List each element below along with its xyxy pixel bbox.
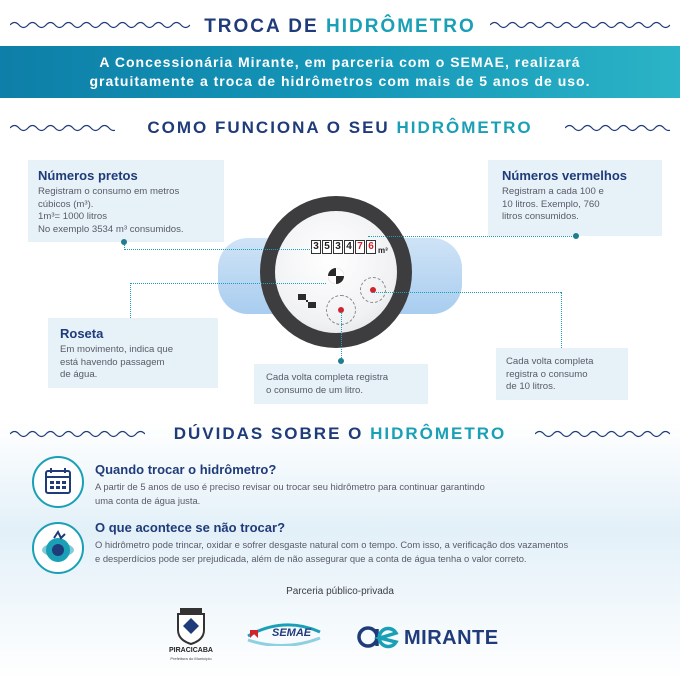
faq-title-main: DÚVIDAS SOBRE O bbox=[173, 424, 371, 443]
black-numbers-line-1: Registram o consumo em metros bbox=[38, 186, 180, 197]
connector-dot bbox=[121, 239, 127, 245]
counter-digit-red: 6 bbox=[366, 240, 376, 254]
section-title-faq bbox=[0, 424, 680, 444]
connector-black-numbers-h bbox=[124, 249, 312, 250]
faq-title-accent: HIDRÔMETRO bbox=[370, 424, 507, 443]
ten-liter-dial-line-3: de 10 litros. bbox=[506, 381, 556, 392]
connector-dot bbox=[338, 358, 344, 364]
section-title-main: COMO FUNCIONA O SEU bbox=[147, 118, 397, 137]
faq-question-1: Quando trocar o hidrômetro? bbox=[95, 462, 277, 477]
connector-rosette-h bbox=[130, 283, 326, 284]
semae-name: SEMAE bbox=[272, 627, 312, 639]
connector-ten-liter-h bbox=[373, 292, 561, 293]
rosette-line-3: de água. bbox=[60, 369, 98, 380]
counter-digit-red: 7 bbox=[355, 240, 365, 254]
counter-digit: 3 bbox=[311, 240, 321, 254]
counter-digit: 5 bbox=[322, 240, 332, 254]
connector-red-numbers bbox=[368, 236, 578, 237]
red-numbers-line-2: 10 litros. Exemplo, 760 bbox=[502, 198, 600, 210]
rosette-line-1: Em movimento, indica que bbox=[60, 344, 174, 355]
black-numbers-title: Números pretos bbox=[38, 168, 138, 183]
rosette-box bbox=[48, 318, 218, 388]
banner-line-2: gratuitamente a troca de hidrômetros com mais de 5 anos de uso. bbox=[89, 73, 591, 89]
rosette-title: Roseta bbox=[60, 326, 104, 341]
liter-dial-line-2: o consumo de um litro. bbox=[266, 384, 364, 396]
rosette-line-2: está havendo passagem bbox=[60, 356, 165, 368]
liter-dial-box bbox=[254, 364, 428, 404]
connector-dot bbox=[573, 233, 579, 239]
flow-direction-icon bbox=[296, 290, 318, 312]
mirante-name: MIRANTE bbox=[404, 627, 499, 649]
ten-liter-dial-icon bbox=[360, 277, 386, 303]
page-title-main: TROCA DE bbox=[204, 16, 326, 37]
partnership-label: Parceria público-privada bbox=[286, 586, 394, 597]
ten-liter-dial-box bbox=[496, 348, 628, 400]
red-numbers-title: Números vermelhos bbox=[502, 168, 627, 183]
connector-liter-dial bbox=[341, 312, 342, 362]
black-numbers-line-4: No exemplo 3534 m³ consumidos. bbox=[38, 223, 184, 235]
liter-dial-line-1: Cada volta completa registra bbox=[266, 372, 389, 383]
meter-counter bbox=[311, 240, 376, 254]
piracicaba-name: PIRACICABA bbox=[169, 647, 213, 654]
calendar-icon bbox=[34, 458, 82, 506]
faq-answer-1-line-2: uma conta de água justa. bbox=[95, 495, 201, 506]
red-numbers-box bbox=[488, 160, 662, 236]
red-numbers-line-3: litros consumidos. bbox=[502, 211, 579, 222]
connector-rosette-v bbox=[130, 283, 131, 318]
black-numbers-box bbox=[28, 160, 224, 242]
faq-icon-wrapper bbox=[32, 456, 84, 508]
section-title-how-it-works bbox=[0, 118, 680, 138]
page-title bbox=[0, 16, 680, 38]
meter-unit: m³ bbox=[378, 246, 388, 255]
broken-meter-icon bbox=[34, 524, 82, 572]
counter-digit: 3 bbox=[333, 240, 343, 254]
faq-answer-2-line-2: e desperdícios pode ser prejudicada, além de não assegurar que a conta de água tenha o valor correto. bbox=[95, 553, 527, 564]
faq-answer-1-line-1: A partir de 5 anos de uso é preciso revisar ou trocar seu hidrômetro para continuar garantindo bbox=[95, 481, 485, 492]
announcement-banner bbox=[0, 46, 680, 98]
piracicaba-crest-logo bbox=[174, 606, 208, 646]
black-numbers-line-2: cúbicos (m³). bbox=[38, 198, 94, 210]
rosette-icon bbox=[327, 267, 345, 285]
page-title-accent: HIDRÔMETRO bbox=[325, 16, 476, 37]
red-numbers-line-1: Registram a cada 100 e bbox=[502, 186, 604, 197]
section-title-accent: HIDRÔMETRO bbox=[396, 118, 533, 137]
connector-ten-liter-v bbox=[561, 292, 562, 348]
piracicaba-subtitle: Prefeitura do Município bbox=[170, 656, 212, 661]
banner-line-1: A Concessionária Mirante, em parceria com o SEMAE, realizará bbox=[99, 54, 581, 70]
ten-liter-dial-line-1: Cada volta completa bbox=[506, 356, 594, 367]
black-numbers-line-3: 1m³= 1000 litros bbox=[38, 211, 108, 222]
faq-question-2: O que acontece se não trocar? bbox=[95, 520, 286, 535]
counter-digit: 4 bbox=[344, 240, 354, 254]
faq-icon-wrapper bbox=[32, 522, 84, 574]
faq-answer-2-line-1: O hidrômetro pode trincar, oxidar e sofrer desgaste natural com o tempo. Com isso, a verificação dos vazamentos bbox=[95, 539, 569, 550]
ten-liter-dial-line-2: registra o consumo bbox=[506, 368, 588, 380]
mirante-logo-mark bbox=[356, 624, 400, 650]
